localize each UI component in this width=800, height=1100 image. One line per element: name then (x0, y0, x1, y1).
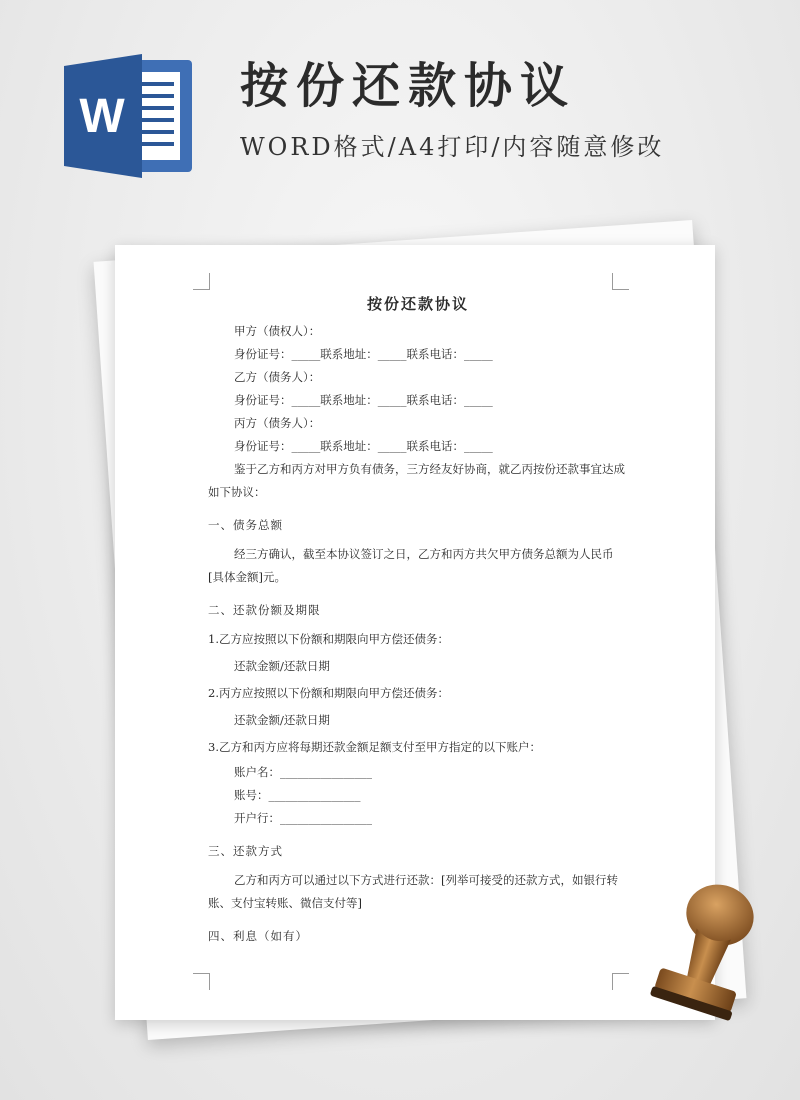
bank-field: 开户行：________________ (234, 811, 372, 825)
crop-mark-bottom-left (193, 973, 210, 990)
section-2-item-1-detail: 还款金额/还款日期 (234, 659, 330, 673)
header-title: 按份还款协议 (240, 58, 577, 114)
account-number-field: 账号：________________ (234, 788, 361, 802)
section-2-heading: 二、还款份额及期限 (208, 603, 321, 617)
document-title: 按份还款协议 (366, 295, 469, 313)
preamble: 鉴于乙方和丙方对甲方负有债务，三方经友好协商，就乙丙按份还款事宜达成如下协议： (208, 462, 625, 499)
section-3-heading: 三、还款方式 (208, 844, 283, 858)
crop-mark-bottom-right (612, 973, 629, 990)
crop-mark-top-right (612, 273, 629, 290)
section-2-item-2-detail: 还款金额/还款日期 (234, 713, 330, 727)
section-1-heading: 一、债务总额 (208, 518, 283, 532)
section-1-text: 经三方确认，截至本协议签订之日，乙方和丙方共欠甲方债务总额为人民币[具体金额]元。 (208, 547, 614, 584)
crop-mark-top-left (193, 273, 210, 290)
wooden-stamp-icon (645, 875, 770, 1035)
account-name-field: 账户名：________________ (234, 765, 372, 779)
section-3-text: 乙方和丙方可以通过以下方式进行还款：[列举可接受的还款方式，如银行转账、支付宝转账、微信支付等] (208, 873, 618, 910)
document-body (208, 293, 628, 954)
section-2-item-3: 3.乙方和丙方应将每期还款金额足额支付至甲方指定的以下账户： (208, 740, 541, 754)
party-c-info: 身份证号：_____联系地址：_____联系电话：_____ (234, 439, 493, 453)
section-4-heading: 四、利息（如有） (208, 929, 308, 943)
party-a: 甲方（债权人）： (234, 324, 321, 338)
party-b-info: 身份证号：_____联系地址：_____联系电话：_____ (234, 393, 493, 407)
section-2-item-1: 1.乙方应按照以下份额和期限向甲方偿还债务： (208, 632, 449, 646)
party-c: 丙方（债务人）： (234, 416, 321, 430)
section-2-item-2: 2.丙方应按照以下份额和期限向甲方偿还债务： (208, 686, 449, 700)
word-logo-letter: W (79, 90, 125, 143)
party-b: 乙方（债务人）： (234, 370, 321, 384)
header-subtitle: WORD格式/A4打印/内容随意修改 (240, 133, 665, 161)
document-page (115, 245, 715, 1020)
party-a-info: 身份证号：_____联系地址：_____联系电话：_____ (234, 347, 493, 361)
word-logo-icon (64, 50, 196, 182)
